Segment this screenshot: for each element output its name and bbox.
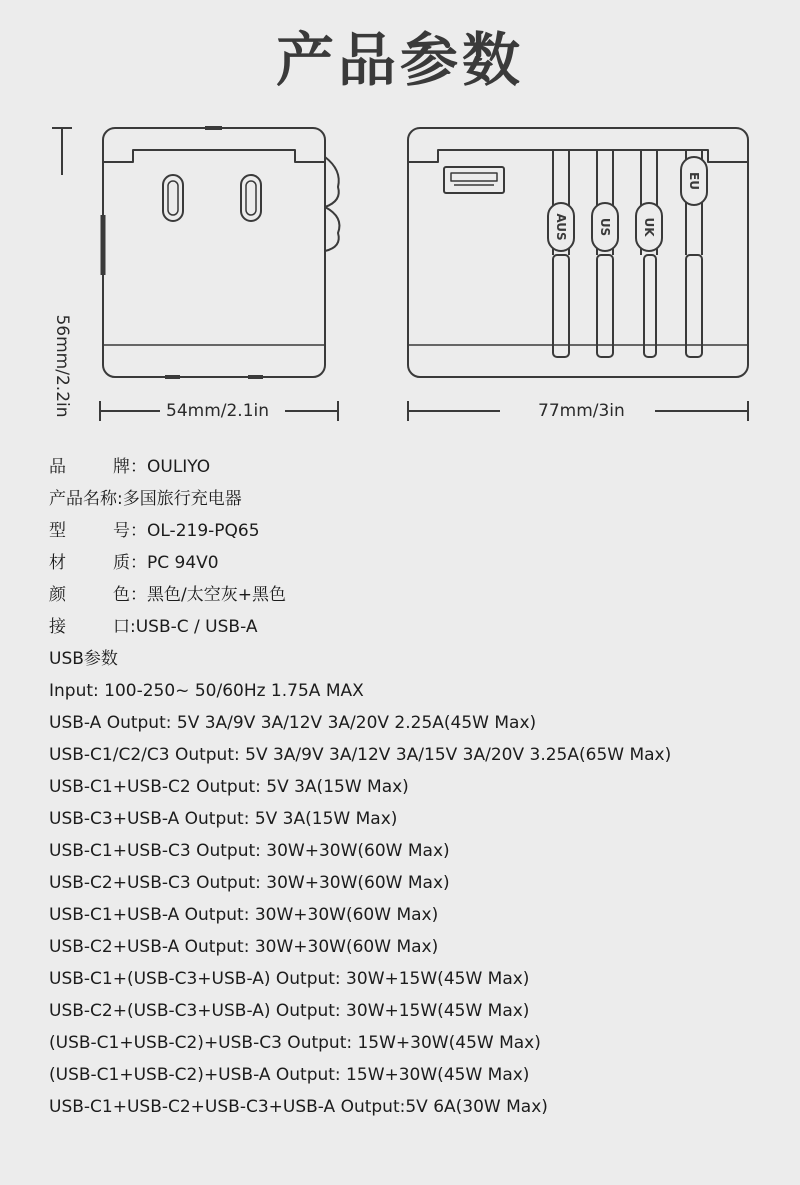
usb-line: Input: 100-250~ 50/60Hz 1.75A MAX [49,681,364,701]
usb-line: USB-C1+(USB-C3+USB-A) Output: 30W+15W(45W Max) [49,969,530,989]
side-knob-top [325,157,339,207]
usb-line: USB-C1+USB-C2 Output: 5V 3A(15W Max) [49,777,409,797]
height-dimension-label: 56mm/2.2in [52,308,72,423]
usb-line: USB-C1+USB-C3 Output: 30W+30W(60W Max) [49,841,450,861]
usb-line: (USB-C1+USB-C2)+USB-C3 Output: 15W+30W(45W Max) [49,1033,541,1053]
usb-line: USB-C1+USB-A Output: 30W+30W(60W Max) [49,905,439,925]
side-view [408,128,748,377]
usb-line: USB-C2+(USB-C3+USB-A) Output: 30W+15W(45W Max) [49,1001,530,1021]
spec-brand: 品 牌：OULIYO [49,457,211,477]
usb-a-port [444,167,504,193]
name-value: 多国旅行充电器 [122,489,242,509]
usb-line: USB-C1+USB-C2+USB-C3+USB-A Output:5V 6A(30W Max) [49,1097,548,1117]
usb-line: USB-A Output: 5V 3A/9V 3A/12V 3A/20V 2.25A(45W Max) [49,713,537,733]
model-value: OL-219-PQ65 [147,521,260,541]
product-drawing [0,115,800,435]
port-value: USB-C / USB-A [135,617,258,637]
plug-label-eu: EU [687,172,701,190]
usb-line: USB-C3+USB-A Output: 5V 3A(15W Max) [49,809,398,829]
side-width-label: 77mm/3in [532,401,631,421]
material-value: PC 94V0 [147,553,219,573]
plug-label-uk: UK [642,217,656,237]
front-top-band [103,150,325,162]
usb-line: USB-C2+USB-C3 Output: 30W+30W(60W Max) [49,873,450,893]
usb-line: USB-C1/C2/C3 Output: 5V 3A/9V 3A/12V 3A/15V 3A/20V 3.25A(65W Max) [49,745,672,765]
usb-line: (USB-C1+USB-C2)+USB-A Output: 15W+30W(45W Max) [49,1065,530,1085]
front-view [103,128,339,377]
plug-label-us: US [598,217,612,237]
brand-value: OULIYO [147,457,211,477]
usb-c-port-1 [163,175,183,221]
front-body [103,128,325,377]
page-title: 产品参数 [275,26,524,94]
spec-color: 颜 色：黑色/太空灰+黑色 [49,585,286,605]
side-knob-bottom [325,207,339,251]
usb-heading: USB参数 [49,649,118,669]
color-value: 黑色/太空灰+黑色 [147,585,286,605]
spec-list [49,451,789,1123]
product-diagram [0,115,800,435]
usb-line: USB-C2+USB-A Output: 30W+30W(60W Max) [49,937,439,957]
spec-port: 接 口:USB-C / USB-A [49,617,258,637]
front-width-label: 54mm/2.1in [160,401,275,421]
spec-material: 材 质：PC 94V0 [49,553,219,573]
plug-label-aus: AUS [554,213,568,241]
spec-model: 型 号：OL-219-PQ65 [49,521,260,541]
spec-name: 产品名称:多国旅行充电器 [49,489,242,509]
usb-c-port-2 [241,175,261,221]
